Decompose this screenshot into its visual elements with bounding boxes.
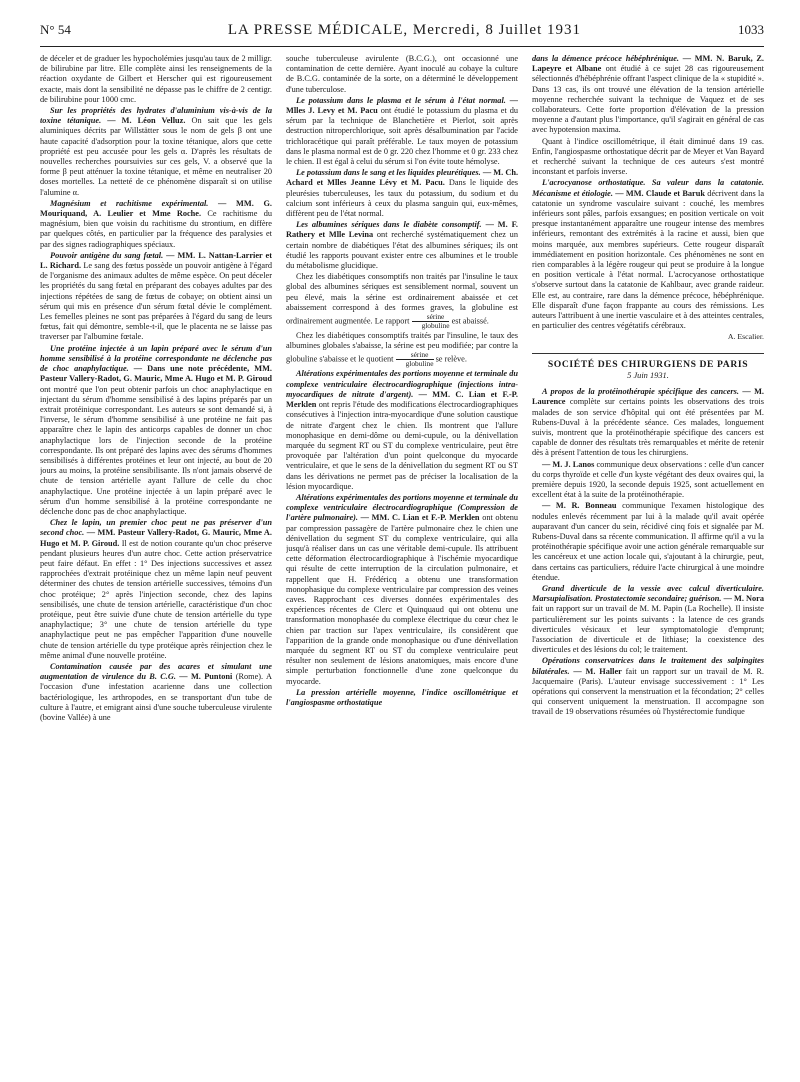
- abstract-authors: — M. R. Bonneau: [542, 501, 617, 511]
- abstract-text: complète sur certains points les observations des trois malades de son service d'hôpital qui ont été présentées par M. Rubens-Duval à la précédente séance. Ces malades, longuement suivis, montrent que la protéinothérapie spécifique des cancers est capable de donner des résultats très remarquables et mérite de retenir dès à présent l'attention de tous les chirurgiens.: [532, 397, 764, 458]
- header-rule: [40, 46, 764, 47]
- abstract-title: Contamination causée par des acares et simulant une augmentation de virulence du B. C.G.: [40, 661, 272, 682]
- ratio-fraction: [412, 313, 450, 330]
- abstract-text: Le sang des fœtus possède un pouvoir antigène à l'égard de l'organisme des animaux adultes de même espèce. On peut déceler les propriétés du sang fœtal en préparant des cobayes adultes par des injections répétées de sang de fœtus de cobaye; on obtient ainsi un sérum qui mis en présence d'un sérum fœtal dévie le complément. Les femelles pleines ne sont pas préparées à l'égard du sang de leurs fœtus, fait qui démontre, semble-t-il, que le placenta ne se laisse pas traverser par l'albumine fœtale.: [40, 261, 272, 342]
- abstract: [286, 688, 518, 708]
- abstract-text: Il est de notion courante qu'un choc préserve pendant plusieurs heures d'un autre choc. Cette action préservatrice peut faire défaut. En effet : 1° Des injections successives et assez rapprochées d'extrait protéinique chez un même lapin neuf peuvent déterminer des chutes de tension artérielle successives, témoins d'un choc protéique; 2° après l'injection seconde, chez des lapins sensibilisés, une chute de tension artérielle, caractéristique d'un choc protéique, peut être suivie d'une chute de tension artérielle du type anaphylactique; 3° une chute de tension artérielle du type anaphylactique peut ne pas empêcher l'apparition d'une nouvelle chute de tension artérielle du type protéique après réinjection chez le même animal d'une nouvelle protéine.: [40, 538, 272, 660]
- abstract-authors: — M. Nora: [723, 594, 764, 604]
- abstract-authors: — M. J. Lanos: [542, 459, 595, 469]
- abstract-authors: — MM. L. Nattan-Larrier et L. Richard.: [40, 250, 272, 271]
- abstract-title: Une protéine injectée à un lapin préparé avec le sérum d'un homme sensibilisé à la protéine correspondante ne déclenche pas de choc anaphylactique.: [40, 343, 272, 374]
- abstract-authors: — MM. C. Lian et F.-P. Merklen: [360, 513, 480, 523]
- abstract: [532, 584, 764, 655]
- fraction-numerator: sérine: [412, 313, 450, 322]
- abstract: [286, 96, 518, 167]
- section-date: 5 Juin 1931.: [627, 370, 669, 380]
- abstract-authors: — MM. Pasteur Vallery-Radot, G. Mauric, Mme A. Hugo et M. P. Giroud.: [40, 528, 272, 548]
- abstract: [40, 662, 272, 723]
- running-header: [40, 22, 764, 46]
- journal-title: LA PRESSE MÉDICALE, Mercredi, 8 Juillet 1931: [227, 22, 581, 38]
- fraction-denominator: globuline: [421, 321, 450, 331]
- abstract-text: décrivent dans la catatonie un syndrome vasculaire suivant : couché, les membres inférieurs sont pâles, parfois exsangues; en position verticale on voit presque instantanément apparaître une rougeur intense des membres inférieurs, remontant des extrémités à la racine et aussi, bien que moins marquée, aux membres supérieurs. Cette rougeur disparaît immédiatement en position horizontale. Ces phénomènes ne sont en rien comparables à la légère rougeur qui peut se produire à la longue en position verticale à l'état normal. L'acrocyanose orthostatique s'observe surtout dans la catatonie de Kahlbaur, avec grande raideur. Elle est, au contraire, rare dans la démence précoce, hébéphrénique. Elle disparaît d'une façon frappante au cours des rémissions. Les auteurs l'attribuent à une inertie vasculaire et à des atteintes centrales, en particulier des centres végétatifs cérébraux.: [532, 188, 764, 331]
- abstract-title: Les albumines sériques dans le diabète consomptif.: [296, 220, 482, 230]
- abstract-title: A propos de la protéinothérapie spécifique des cancers.: [542, 387, 739, 397]
- abstract-authors: — M. Puntoni: [179, 672, 233, 682]
- fraction-denominator: globuline: [405, 359, 434, 369]
- abstract: [286, 493, 518, 687]
- abstract-title: Le potassium dans le plasma et le sérum à l'état normal.: [296, 95, 506, 105]
- abstract-title: Chez le lapin, un premier choc peut ne pas préserver d'un second choc.: [40, 518, 272, 538]
- abstract-title: Altérations expérimentales des portions moyenne et terminale du complexe ventriculaire électrocardiographique (Compression de l'artère pulmonaire).: [286, 492, 518, 523]
- abstract-title: Sur les propriétés des hydrates d'aluminium vis-à-vis de la toxine tétanique.: [40, 106, 272, 126]
- abstract-text: ont montré que l'on peut obtenir parfois un choc anaphylactique en injectant du sérum d'homme sensibilisé à des lapins préparés par un extrait protéinique correspondant. Les auteurs se sont demandé si, à l'inverse, le sérum d'homme sensibilisé à une protéine ne fait pas apparaître chez le lapin des anticorps capables de donner un choc anaphylactique lors de l'injection seconde de la protéine correspondante. Ils ont préparé des lapins avec des sérums d'hommes sensibilisés à différentes protéines et leur ont injecté, au bout de 20 jours au moins, la protéine sensibilisante. Ils n'ont jamais observé de chute de tension artérielle ayant l'allure de celle du choc anaphylactique. Une protéine injectée à un lapin préparé avec le sérum d'un homme sensibilisé à la protéine correspondante ne déclenche donc pas de choc anaphylactique.: [40, 384, 272, 516]
- paragraph-text: Chez les diabétiques consomptifs traités par l'insuline, le taux des albumines globales s'abaisse, la sérine est peu modifiée; par contre la globuline s'abaisse et le quotient: [286, 331, 518, 364]
- abstract-title: La pression artérielle moyenne, l'indice oscillométrique et l'angiospasme orthostatique: [286, 687, 518, 707]
- abstract-text: (Rome). A l'occasion d'une infestation acarienne dans une collection bactériologique, les arthropodes, en se transportant d'un tube de culture à l'autre, et emigrant ainsi d'une souche tuberculeuse virulente (bovine Vallée) à une: [40, 672, 272, 722]
- abstract: [40, 106, 272, 198]
- abstract-text: fait un rapport sur un travail de M. M. Papin (La Rochelle). Il insiste particulièrement sur les points suivants : la latence de ces grands diverticules vésicaux et leur symptomatologie d'emprunt; l'association de diverticule et de lithiase; la coexistence des diverticules et des lésions du col; le traitement.: [532, 604, 764, 655]
- paragraph-text: Chez les diabétiques consomptifs non traités par l'insuline le taux global des albumines sériques est sensiblement normal, souvent un peu élevé, mais la sérine est ordinairement abaissée et cet abaissement correspond à des formes graves, la globuline est ordinairement augmentée. Le rapport: [286, 272, 518, 326]
- section-heading: SOCIÉTÉ DES CHIRURGIENS DE PARIS: [532, 353, 764, 370]
- issue-number: N° 54: [40, 22, 71, 37]
- abstract-text: ont étudié à ce sujet 28 cas rigoureusement sélectionnés d'hébéphrénie offrant l'aspect clinique de la « stupidité ». Dans 13 cas, ils ont trouvé une élévation de la tension artérielle moyenne recherchée suivant la technique de Vaquez et de ses collaborateurs. Cette forte proportion d'élévation de la pression moyenne a d'autant plus l'importance, qu'il s'agirait en général de cas avec hypotension maxima.: [532, 64, 764, 135]
- abstract: [532, 178, 764, 331]
- paragraph: Quant à l'indice oscillométrique, il était diminué dans 19 cas. Enfin, l'angiospasme orthostatique décrit par de Meyer et Van Bayard et recherché suivant la technique de ces auteurs s'est montré inconstant et parfois inverse.: [532, 136, 764, 177]
- abstract-authors: — MM. N. Baruk, Z. Lapeyre et Albane: [532, 54, 764, 74]
- page-number: 1033: [738, 22, 764, 37]
- abstract: [40, 199, 272, 250]
- abstract: [532, 387, 764, 458]
- abstract: [40, 344, 272, 517]
- abstract: [532, 54, 764, 136]
- abstract: [286, 369, 518, 491]
- abstract-authors: — MM. C. Lian et F.-P. Merklen: [286, 389, 518, 410]
- paragraph-text: se relève.: [435, 354, 467, 364]
- abstract-authors: — MM. G. Mouriquand, A. Leulier et Mme Roche.: [40, 198, 272, 219]
- abstract: [286, 168, 518, 219]
- abstract: [532, 460, 764, 501]
- abstract-text: ont repris l'étude des modifications électrocardiographiques consécutives à l'injection intra-myocardique d'une solution caustique de nitrate d'argent chez le chien. Ils montrent que l'allure monophasique en demi-dôme ou demi-cupule, ou la dénivellation marquée du segment RT ou ST du complexe ventriculaire, peut être provoquée par l'altération d'un point quelconque du myocarde ventriculaire, et que le sens de la dénivellation du segment RT ou ST dans les dérivations ne permet pas de préciser la localisation de la lésion myocardique.: [286, 400, 518, 491]
- fraction-numerator: sérine: [396, 351, 434, 360]
- abstract-title: Opérations conservatrices dans le traitement des salpingites bilatérales.: [532, 656, 764, 676]
- abstract: [532, 656, 764, 717]
- paragraph: [286, 272, 518, 330]
- abstract-authors: — M. Ch. Achard et Mlles Jeanne Lévy et M. Pacu.: [286, 168, 518, 188]
- abstract: [40, 518, 272, 661]
- abstract-authors: — M. F. Rathery et Mlle Levina: [286, 220, 518, 240]
- abstract: [532, 501, 764, 583]
- abstract-text: fait un rapport sur un travail de M. R. Jacquemaire (Paris). L'auteur envisage successivement : 1° Les opérations qui conservent la menstruation et la fécondation; 2° celles qui conservent uniquement la menstruation. Il accompagne son travail de 19 observations résumées où l'hystérectomie fundique: [532, 666, 764, 717]
- abstract-authors: — MM. Claude et Baruk: [615, 188, 705, 198]
- abstract-text: On sait que les gels aluminiques décrits par Willstätter sous le nom de gels β ont une haute capacité d'adsorption pour la toxine tétanique, alors que cette propriété est peu accusée pour les gels α. D'après les résultats de nouvelles recherches poursuivies sur ces gels, V. a observé que la forme β peut atténuer la toxine tétanique, et même en neutraliser 20 doses mortelles. La netteté de ce phénomène disparaît si on utilise l'alumine α.: [40, 116, 272, 197]
- column-3: [532, 54, 764, 1074]
- abstract-text: ont étudié le potassium du plasma et du sérum par la technique de Blanchetière et Pierlot, soit après destruction nitroperchlorique, soit après désalbumination par l'acide trichloracétique qui paraît préférable. Le taux moyen de potassium dans le plasma normal est de 0 gr. 220 chez l'homme et 0 gr. 233 chez le chien. Il est égal à celui du sérum si l'on évite toute hémolyse.: [286, 106, 518, 167]
- abstract-title: Grand diverticule de la vessie avec calcul diverticulaire. Marsupialisation. Prostatectomie secondaire; guérison.: [532, 583, 764, 604]
- abstract: [40, 251, 272, 343]
- abstract-text: Dans le liquide des pleurésies tuberculeuses, les taux du potassium, du sodium et du calcium sont inférieurs à ceux du plasma sanguin qui, eux-mêmes, diffèrent peu de l'état normal.: [286, 178, 518, 219]
- abstract-title: Le potassium dans le sang et les liquides pleurétiques.: [296, 168, 481, 178]
- abstract-text: ont recherché systématiquement chez un certain nombre de diabétiques l'état des albumines sériques; ils ont étudié les rapports pouvant exister entre ces albumines et le trouble du métabolisme glucidique.: [286, 230, 518, 271]
- paragraph: souche tuberculeuse avirulente (B.C.G.), ont occasionné une contamination de cette dernière. Ayant inoculé au cobaye la culture de B.C.G. contaminée de la sorte, on a déterminé le développement d'une tuberculose.: [286, 54, 518, 94]
- abstract-authors: — M. Laurence: [532, 387, 764, 407]
- abstract-authors: — Mlles J. Levy et M. Pacu: [286, 95, 518, 116]
- abstract-authors: — M. Haller: [573, 666, 622, 676]
- article-columns: [40, 54, 764, 1074]
- abstract-authors: — M. Léon Velluz.: [107, 116, 186, 126]
- paragraph: [286, 331, 518, 368]
- signature: A. Escalier.: [727, 332, 764, 342]
- abstract-title: L'acrocyanose orthostatique. Sa valeur dans la catatonie. Mécanisme et étiologie.: [532, 178, 764, 198]
- abstract-authors: — Dans une note précédente, MM. Pasteur Vallery-Radot, G. Mauric, Mme A. Hugo et M. P. Giroud: [40, 364, 272, 384]
- column-2: [286, 54, 518, 1074]
- abstract-text: communique l'examen histologique des nodules enlevés récemment par lui à la malade qu'il avait opérée auparavant d'un cancer du sein, récidivé cinq fois et signalée par M. Rubens-Duval dans sa récente communication. Il affirme qu'il a vu la protéinothérapie spécifique avoir une action générale remarquable sur les cancéreux et une action locale qui, s'ajoutant à la chirurgie, peut, dans certains cas particuliers, réduire l'acte chirurgical à une moindre étendue.: [532, 501, 764, 582]
- paragraph: de déceler et de graduer les hypocholémies jusqu'au taux de 2 milligr. de bilirubine par litre. Elle complète ainsi les renseignements de la réaction oxydante de Gilbert et Herscher qui est rigoureusement exacte, mais dont la sensibilité ne dépasse pas le chiffre de 2 centigr. de bilirubine pour 1000 cmc.: [40, 54, 272, 104]
- abstract-text: ont obtenu par compression passagère de l'artère pulmonaire chez le chien une dénivellation du segment ST du complexe ventriculaire, qui alla jusqu'à réaliser dans un cas une véritable demi-cupule. Ils attribuent cette déformation électrocardiographique à l'ischémie myocardique qui résulte de cette interruption de la circulation pulmonaire, et rappellent que H. Frédéricq a obtenu une transformation monophasique du complexe ventriculaire par compression des veines caves. Rapprochant ces diverses données expérimentales des expériences récentes de Clerc et Quinquaud qui ont obtenu une transformation monophasée du complexe électrique du cœur chez le chien par traction sur l'apex ventriculaire, ils considèrent que l'apparition de la grande onde monophasique ou d'une dénivellation marquée du segment RT ou ST du complexe ventriculaire peut résulter non seulement de lésions anatomiques, mais encore d'une simple perturbation fonctionnelle d'une zone quelconque du myocarde.: [286, 513, 518, 686]
- abstract-title: Pouvoir antigène du sang fœtal.: [50, 250, 164, 260]
- abstract: [286, 220, 518, 271]
- column-1: [40, 54, 272, 1074]
- paragraph-text: est abaissé.: [451, 316, 489, 326]
- ratio-fraction: [396, 351, 434, 368]
- abstract-text: Ce rachitisme du magnésium, bien que voisin du rachitisme du strontium, en diffère par quelques côtés, en particulier par la fréquence des paralysies et par des signes radiographiques spéciaux.: [40, 209, 272, 249]
- abstract-title: Magnésium et rachitisme expérimental.: [50, 198, 209, 208]
- abstract-title: Altérations expérimentales des portions moyenne et terminale du complexe ventriculaire électrocardiographique (injections intra-myocardiques de nitrate d'argent).: [286, 369, 518, 399]
- abstract-text: communique deux observations : celle d'un cancer du corps thyroïde et celle d'un kyste végétant des deux ovaires qui, la première depuis 1920, la seconde depuis 1925, sont actuellement en excellent état à la suite de la protéinothérapie.: [532, 459, 764, 500]
- abstract-title: dans la démence précoce hébéphrénique.: [532, 54, 679, 63]
